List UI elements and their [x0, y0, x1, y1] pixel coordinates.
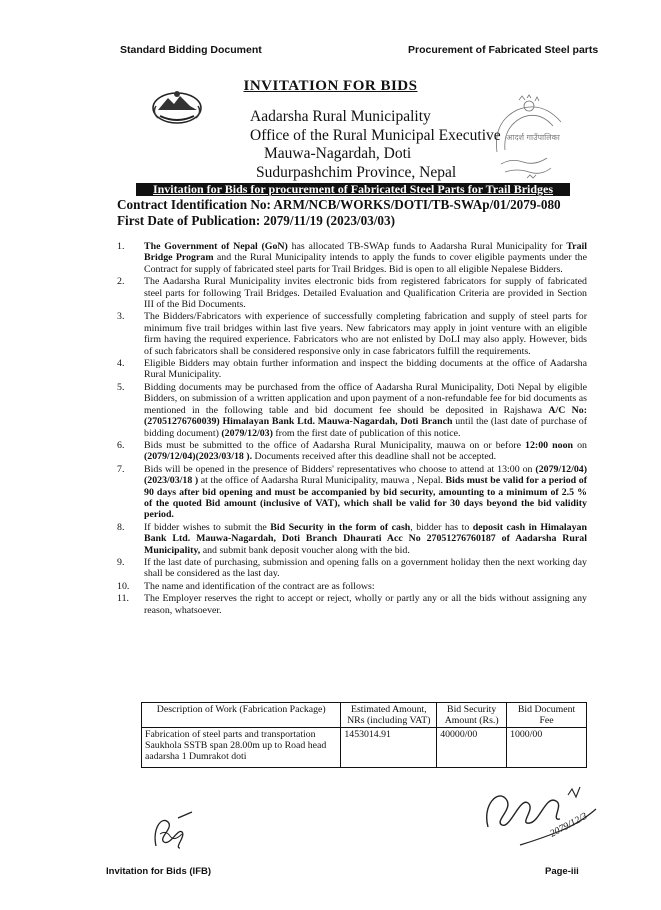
nepal-emblem-icon [150, 88, 205, 126]
column-header: Bid Security Amount (Rs.) [437, 703, 507, 728]
org-location: Mauwa-Nagardah, Doti [264, 145, 412, 162]
org-province: Sudurpashchim Province, Nepal [256, 163, 457, 181]
table-cell: Fabrication of steel parts and transportation Saukhola SSTB span 28.00m up to Road head aadarsha 1 Dumrakot doti [142, 728, 341, 768]
list-item: 6. Bids must be submitted to the office of Aadarsha Rural Municipality, mauwa on or before 12:00 noon on (2079/12/04)(2023/03/18 ). Documents received after this deadline shall not be accepted. [117, 439, 587, 463]
table-header-row [142, 703, 587, 728]
organization-block [250, 108, 501, 182]
table-cell: 1453014.91 [341, 728, 437, 768]
table-row [142, 728, 587, 768]
signature-right [480, 775, 600, 850]
stamp-text: आदर्श गाउँपालिका [506, 133, 560, 142]
list-item: 9. If the last date of purchasing, submission and opening falls on a government holiday then the next working day shall be considered as the last day. [117, 556, 587, 580]
list-item: 8. If bidder wishes to submit the Bid Security in the form of cash, bidder has to deposit cash in Himalayan Bank Ltd. Mauwa-Nagardah, Doti Branch Dhaurati Acc No 27051276760187 of Aadarsha Rural Municipality, and submit bank deposit voucher along with the bid. [117, 521, 587, 556]
contract-info [117, 197, 561, 228]
list-item: 7. Bids will be opened in the presence of Bidders' representatives who choose to attend at 13:00 on (2079/12/04)(2023/03/18 ) at the office of Aadarsha Rural Municipality, mauwa , Nepal. Bids must be valid for a period of 90 days after bid opening and must be accompanied by bid security, amounting to a minimum of 2.5 % of the quoted Bid amount (inclusive of VAT), which shall be valid for 30 days beyond the bid validity period. [117, 463, 587, 521]
footer-left: Invitation for Bids (IFB) [106, 866, 212, 877]
contract-id: Contract Identification No: ARM/NCB/WORKS/DOTI/TB-SWAp/01/2079-080 [117, 197, 561, 212]
signature-date: 2079/12/3 [548, 810, 590, 840]
first-publication-date: First Date of Publication: 2079/11/19 (2023/03/03) [117, 212, 396, 228]
header-left: Standard Bidding Document [120, 44, 262, 56]
table-cell: 1000/00 [507, 728, 587, 768]
list-item: 10. The name and identification of the contract are as follows: [117, 580, 375, 592]
notice-items [117, 241, 587, 617]
table-cell: 40000/00 [437, 728, 507, 768]
official-stamp [487, 92, 575, 184]
list-item: 1. The Government of Nepal (GoN) has allocated TB-SWAp funds to Aadarsha Rural Municipality for Trail Bridge Program and the Rural Municipality intends to apply the funds to cover eligible payments under the Contract for supply of fabricated steel parts for Trail Bridges. Bid is open to all eligible Nepalese Bidders. [117, 241, 587, 275]
org-office: Office of the Rural Municipal Executive [250, 126, 501, 144]
banner-title: Invitation for Bids for procurement of Fabricated Steel Parts for Trail Bridges [136, 183, 570, 196]
header-right: Procurement of Fabricated Steel parts [408, 44, 599, 56]
contract-table [141, 702, 587, 768]
footer-page-number: Page-iii [545, 866, 579, 877]
page-title: INVITATION FOR BIDS [243, 78, 418, 94]
column-header: Description of Work (Fabrication Package) [142, 703, 341, 728]
list-item: 3. The Bidders/Fabricators with experience of successfully completing fabrication and supply of steel parts for minimum five trail bridges within last five years. New fabricators may apply in joint venture with an eligible firm having the required experience. Fabricators who are not enlisted by DoLI may also apply. However, bids of such fabricators shall be considered responsive only in case fabricators fulfill the requirements. [117, 311, 587, 357]
list-item: 2. The Aadarsha Rural Municipality invites electronic bids from registered fabricators for supply of fabricated steel parts for following Trail Bridges. Detailed Evaluation and Qualification Criteria are provided in Section III of the Bid Documents. [117, 276, 587, 311]
org-name: Aadarsha Rural Municipality [250, 108, 431, 125]
list-item: 4. Eligible Bidders may obtain further information and inspect the bidding documents at the office of Aadarsha Rural Municipality. [117, 358, 587, 381]
column-header: Bid Document Fee [507, 703, 587, 728]
list-item: 5. Bidding documents may be purchased from the office of Aadarsha Rural Municipality, Doti Nepal by eligible Bidders, on submission of a written application and upon payment of a non-refundable fee for bid documents as mentioned in the following table and bid document fee should be deposited in Rajshawa A/C No: (27051276760039) Himalayan Bank Ltd. Mauwa-Nagardah, Doti Branch until the (last date of purchase of bidding document) (2079/12/03) from the first date of publication of this notice. [117, 381, 588, 439]
column-header: Estimated Amount, NRs (including VAT) [341, 703, 437, 728]
list-item: 11. The Employer reserves the right to accept or reject, wholly or partly any or all the bids without assigning any reason, whatsoever. [117, 593, 587, 616]
signature-left [148, 808, 196, 854]
